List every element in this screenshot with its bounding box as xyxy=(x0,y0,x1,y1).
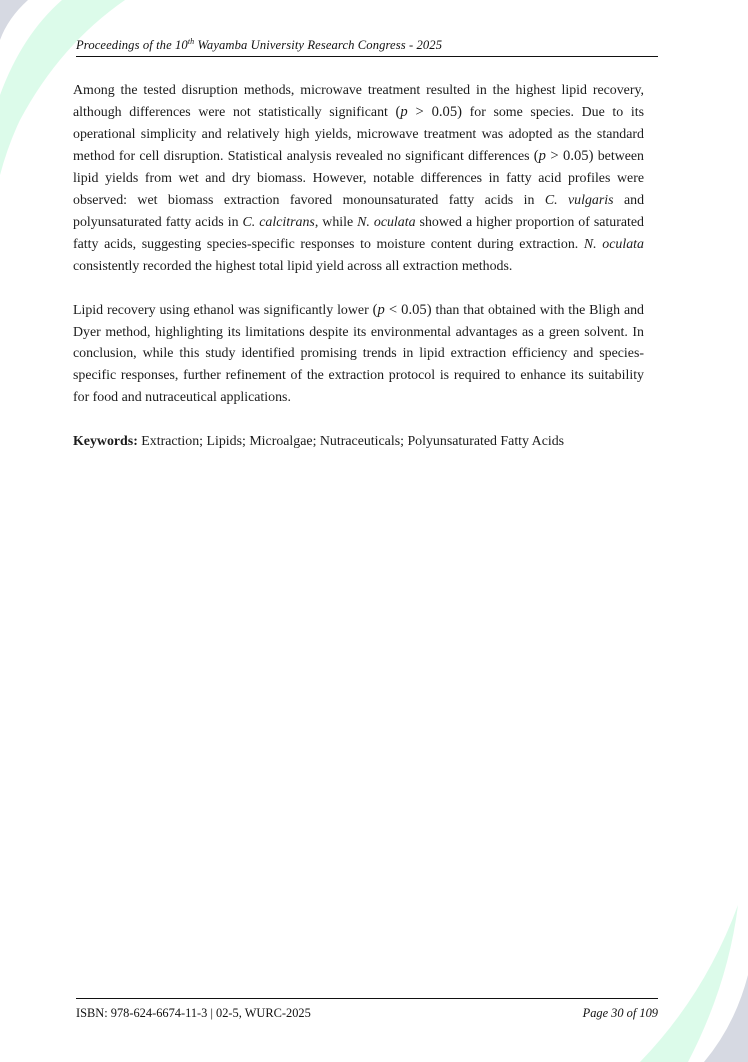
keywords-list: Extraction; Lipids; Microalgae; Nutraceuticals; Polyunsaturated Fatty Acids xyxy=(137,434,565,450)
species-name: N. oculata xyxy=(357,214,416,230)
header-title-post: Wayamba University Research Congress - 2025 xyxy=(194,38,443,52)
footer-page-number: Page 30 of 109 xyxy=(582,1006,658,1020)
species-name: C. calcitrans xyxy=(242,214,315,230)
text-run: showed a higher proportion of saturated fatty acids, suggesting species-specific responses to moisture content during extraction. xyxy=(73,214,644,252)
paragraph-results xyxy=(73,80,644,278)
text-run: between lipid yields from wet and dry biomass. However, notable differences in fatty acid profiles were observed: wet biomass extraction favored monounsaturated fatty acids in xyxy=(73,148,644,208)
header-title-superscript: th xyxy=(187,37,195,46)
text-run: Lipid recovery using ethanol was significantly lower xyxy=(73,302,373,318)
text-run: consistently recorded the highest total lipid yield across all extraction methods. xyxy=(73,258,513,274)
text-run: , while xyxy=(314,214,358,230)
header-title xyxy=(76,38,658,52)
math-p-value: (p > 0.05) xyxy=(533,147,594,164)
species-name: C. vulgaris xyxy=(544,192,614,208)
footer-isbn: ISBN: 978-624-6674-11-3 | 02-5, WURC-2025 xyxy=(76,1006,311,1020)
math-p-value: (p < 0.05) xyxy=(372,301,432,318)
text-run: than that obtained with the Bligh and Dyer method, highlighting its limitations despite its environmental advantages as a green solvent. In conclusion, while this study identified promising trends in lipid extraction efficiency and species-specific responses, further refinement of the extraction protocol is required to enhance its suitability for food and nutraceutical applications. xyxy=(73,302,644,406)
species-name: N. oculata xyxy=(583,236,644,252)
header-title-pre: Proceedings of the 10 xyxy=(76,38,188,52)
text-run: for some species. Due to its operational simplicity and relatively high yields, microwave treatment was adopted as the standard method for cell disruption. Statistical analysis revealed no significant differences xyxy=(73,104,644,164)
page-body xyxy=(73,80,644,475)
paragraph-conclusion xyxy=(73,300,644,410)
page-footer xyxy=(76,998,658,1020)
text-run: Among the tested disruption methods, microwave treatment resulted in the highest lipid recovery, although differences were not statistically significant xyxy=(73,83,644,120)
decor-gray-swoosh-top xyxy=(0,0,28,40)
keywords-label: Keywords: xyxy=(73,434,138,450)
text-run: and polyunsaturated fatty acids in xyxy=(73,192,645,230)
keywords xyxy=(73,431,644,453)
math-p-value: (p > 0.05) xyxy=(395,103,462,120)
page-header xyxy=(76,38,658,57)
